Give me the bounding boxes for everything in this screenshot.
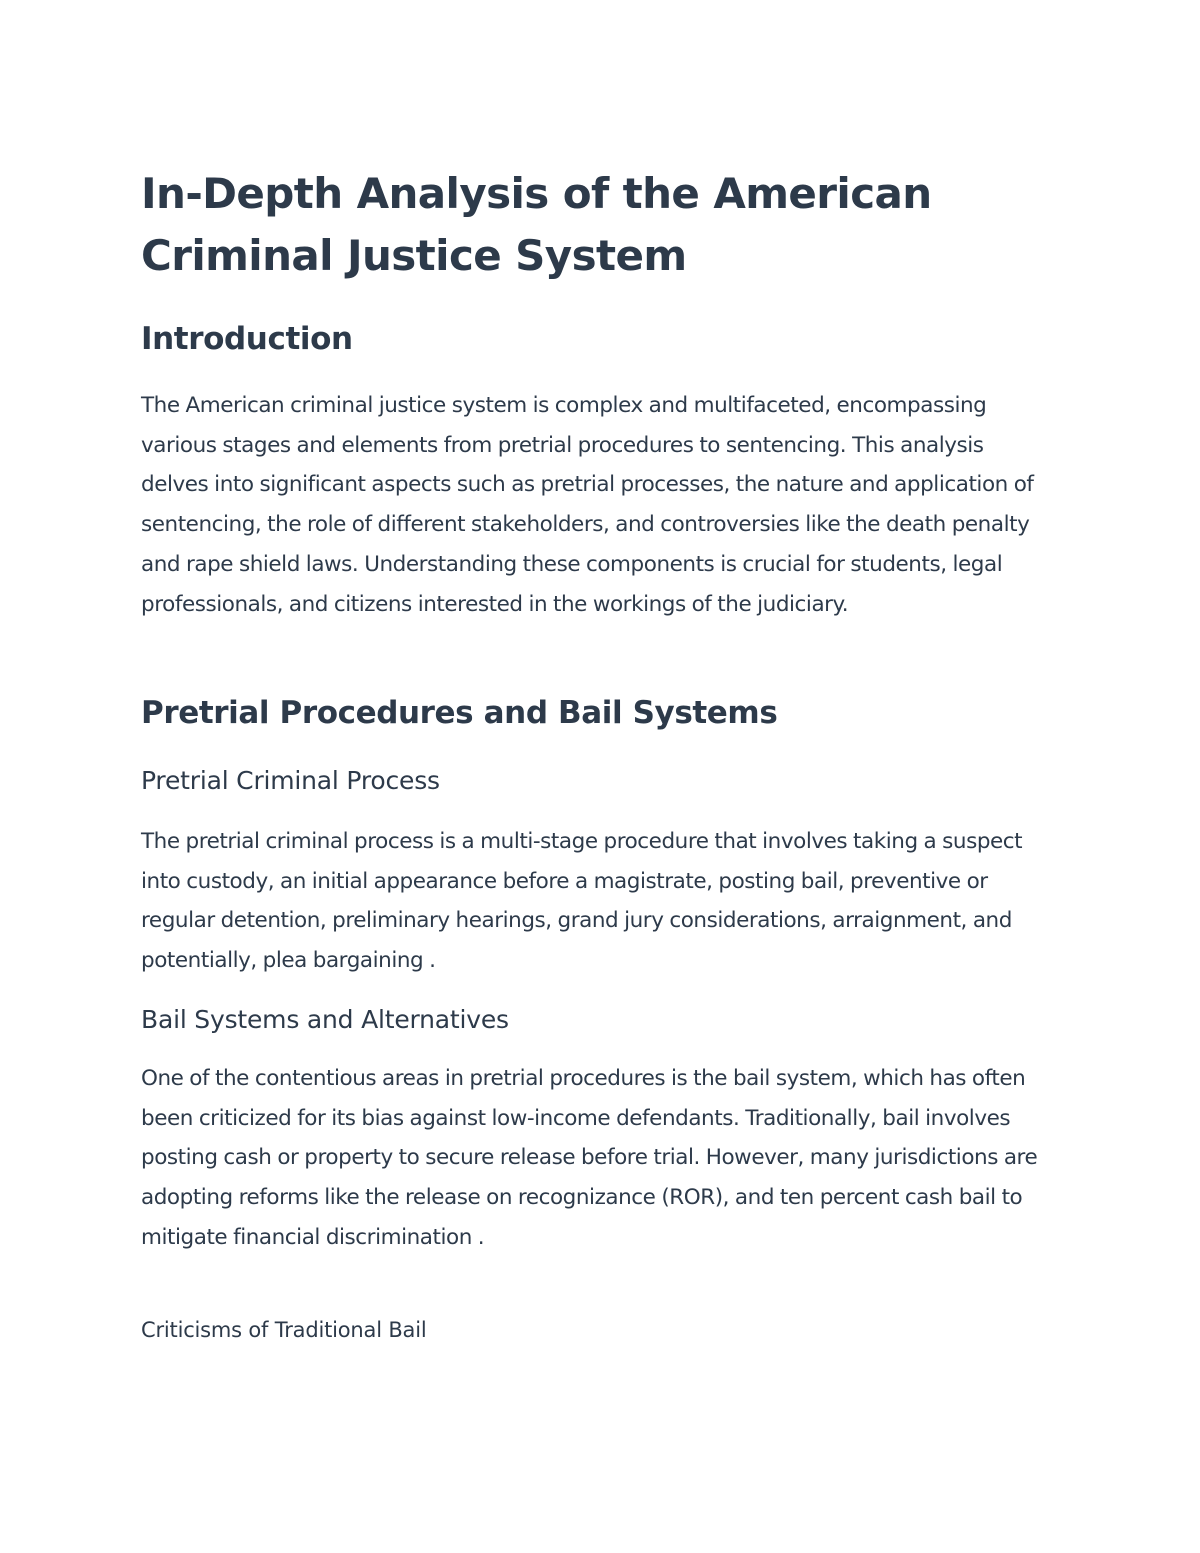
subsection-heading-pretrial-criminal-process: Pretrial Criminal Process: [141, 766, 440, 795]
subsection-heading-bail-systems: Bail Systems and Alternatives: [141, 1005, 509, 1034]
subsection-heading-criticisms-of-traditional-bail: Criticisms of Traditional Bail: [141, 1318, 427, 1342]
section-heading-introduction: Introduction: [141, 321, 353, 357]
bail-systems-paragraph: One of the contentious areas in pretrial procedures is the bail system, which has often been criticized for its bias against low-income defendants. Traditionally, bail involves posting cash or property to secure release before trial. However, many jurisdictions are adopting reforms like the release on recognizance (ROR), and ten percent cash bail to mitigate financial discrimination .: [141, 1066, 1038, 1250]
document-title: In-Depth Analysis of the American Criminal Justice System: [141, 169, 932, 280]
section-heading-pretrial-procedures: Pretrial Procedures and Bail Systems: [141, 695, 778, 731]
pretrial-criminal-process-paragraph: The pretrial criminal process is a multi-stage procedure that involves taking a suspect into custody, an initial appearance before a magistrate, posting bail, preventive or regular detention, preliminary hearings, grand jury considerations, arraignment, and potentially, plea bargaining .: [141, 829, 1023, 974]
introduction-paragraph: The American criminal justice system is complex and multifaceted, encompassing various stages and elements from pretrial procedures to sentencing. This analysis delves into significant aspects such as pretrial processes, the nature and application of sentencing, the role of different stakeholders, and controversies like the death penalty and rape shield laws. Understanding these components is crucial for students, legal professionals, and citizens interested in the workings of the judiciary.: [141, 393, 1034, 617]
